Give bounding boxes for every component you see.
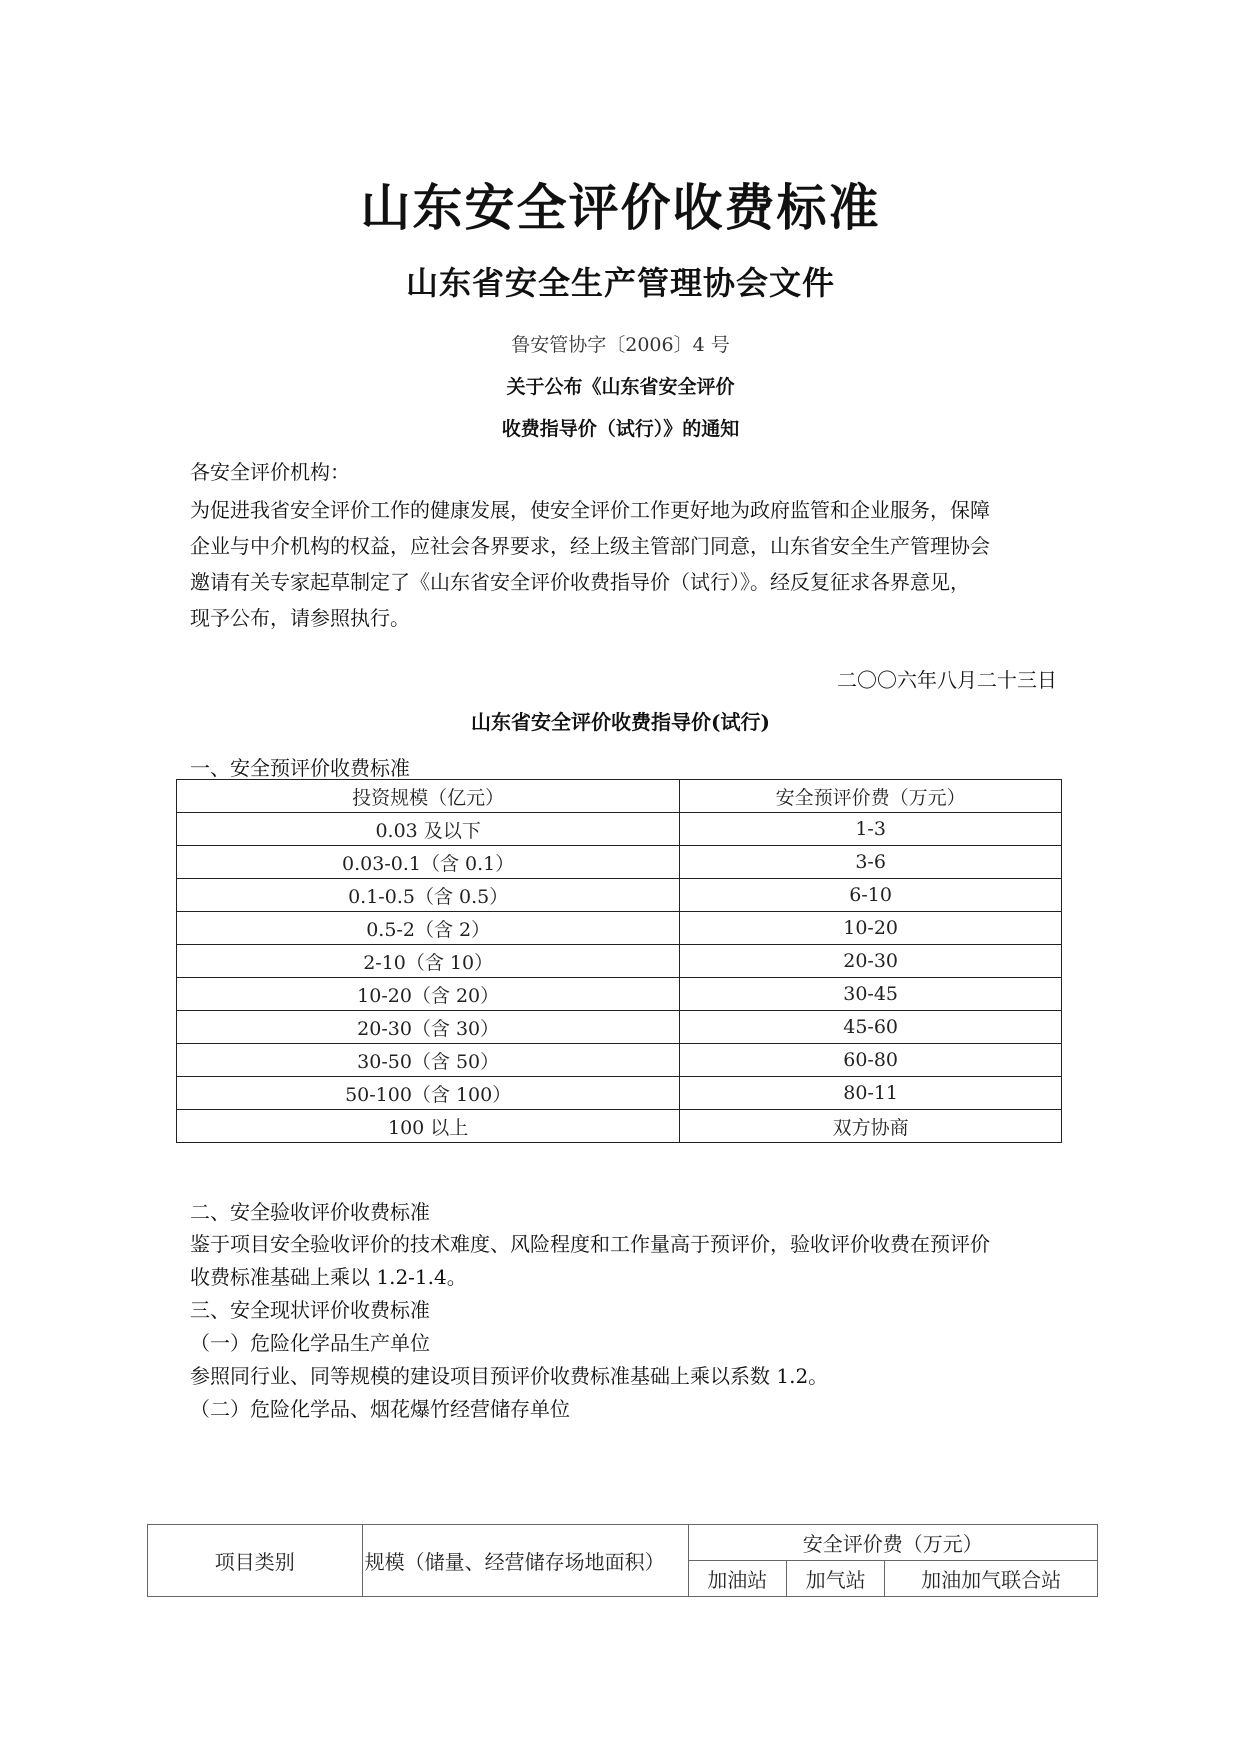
table-cell: 6-10: [680, 879, 1062, 912]
table-header-cell: 安全评价费（万元）: [688, 1525, 1098, 1561]
notice-title-line-2: 收费指导价（试行）》的通知: [501, 418, 740, 440]
table-header-row: [148, 1525, 1098, 1561]
table-cell: 80-11: [680, 1077, 1062, 1110]
guide-title: 山东省安全评价收费指导价(试行): [471, 710, 770, 734]
table-cell: 45-60: [680, 1011, 1062, 1044]
paragraph-line: 为促进我省安全评价工作的健康发展，使安全评价工作更好地为政府监管和企业服务，保障: [190, 498, 990, 522]
table-cell: 1-3: [680, 813, 1062, 846]
table-cell: 0.1-0.5（含 0.5）: [177, 879, 680, 912]
table-header-cell: 规模（储量、经营储存场地面积）: [362, 1525, 688, 1597]
table-row: [177, 1077, 1062, 1110]
table-row: [177, 846, 1062, 879]
table-cell: 20-30（含 30）: [177, 1011, 680, 1044]
table-row: [177, 879, 1062, 912]
section-3-heading: 三、安全现状评价收费标准: [190, 1298, 430, 1322]
table-cell: 0.03-0.1（含 0.1）: [177, 846, 680, 879]
table-cell: 50-100（含 100）: [177, 1077, 680, 1110]
table-cell: 30-50（含 50）: [177, 1044, 680, 1077]
table-row: [177, 1110, 1062, 1143]
paragraph-line: 收费标准基础上乘以 1.2-1.4。: [190, 1265, 467, 1289]
table-header-cell: 加油站: [688, 1561, 786, 1597]
paragraph-line: 现予公布，请参照执行。: [190, 606, 410, 630]
table-cell: 30-45: [680, 978, 1062, 1011]
table-cell: 60-80: [680, 1044, 1062, 1077]
notice-paragraph: [190, 492, 1060, 636]
table-cell: 0.5-2（含 2）: [177, 912, 680, 945]
table-cell: 10-20（含 20）: [177, 978, 680, 1011]
table-header-cell: 投资规模（亿元）: [177, 780, 680, 813]
section-3-sub-1-text: 参照同行业、同等规模的建设项目预评价收费标准基础上乘以系数 1.2。: [190, 1364, 829, 1388]
section-1-heading: 一、安全预评价收费标准: [190, 756, 410, 780]
page-title: 山东安全评价收费标准: [360, 178, 881, 237]
table-header-cell: 加油加气联合站: [885, 1561, 1098, 1597]
table-header-cell: 安全预评价费（万元）: [680, 780, 1062, 813]
document-subtitle: 山东省安全生产管理协会文件: [405, 264, 835, 302]
table-cell: 2-10（含 10）: [177, 945, 680, 978]
table-row: [177, 813, 1062, 846]
salutation: 各安全评价机构：: [190, 460, 350, 484]
table-header-cell: 项目类别: [148, 1525, 363, 1597]
table-header-cell: 加气站: [786, 1561, 884, 1597]
table-row: [177, 912, 1062, 945]
table-cell: 10-20: [680, 912, 1062, 945]
table-cell: 20-30: [680, 945, 1062, 978]
section-3-sub-1: （一）危险化学品生产单位: [190, 1331, 430, 1355]
table-row: [177, 978, 1062, 1011]
document-number: 鲁安管协字〔2006〕4 号: [511, 334, 730, 356]
section-2-heading: 二、安全验收评价收费标准: [190, 1200, 430, 1224]
pre-evaluation-fee-table: [176, 779, 1062, 1143]
table-cell: 3-6: [680, 846, 1062, 879]
section-3-sub-2: （二）危险化学品、烟花爆竹经营储存单位: [190, 1397, 570, 1421]
table-cell: 100 以上: [177, 1110, 680, 1143]
table-row: [177, 1011, 1062, 1044]
operation-storage-fee-table: [147, 1524, 1098, 1597]
section-2-text: [190, 1228, 1060, 1294]
paragraph-line: 鉴于项目安全验收评价的技术难度、风险程度和工作量高于预评价，验收评价收费在预评价: [190, 1232, 990, 1256]
table-cell: 0.03 及以下: [177, 813, 680, 846]
notice-title-line-1: 关于公布《山东省安全评价: [506, 376, 735, 398]
paragraph-line: 邀请有关专家起草制定了《山东省安全评价收费指导价（试行）》。经反复征求各界意见，: [190, 570, 970, 594]
table-row: [177, 1044, 1062, 1077]
issue-date: 二〇〇六年八月二十三日: [837, 668, 1057, 692]
paragraph-line: 企业与中介机构的权益，应社会各界要求，经上级主管部门同意，山东省安全生产管理协会: [190, 534, 990, 558]
table-row: [177, 945, 1062, 978]
table-cell: 双方协商: [680, 1110, 1062, 1143]
table-header-row: [177, 780, 1062, 813]
